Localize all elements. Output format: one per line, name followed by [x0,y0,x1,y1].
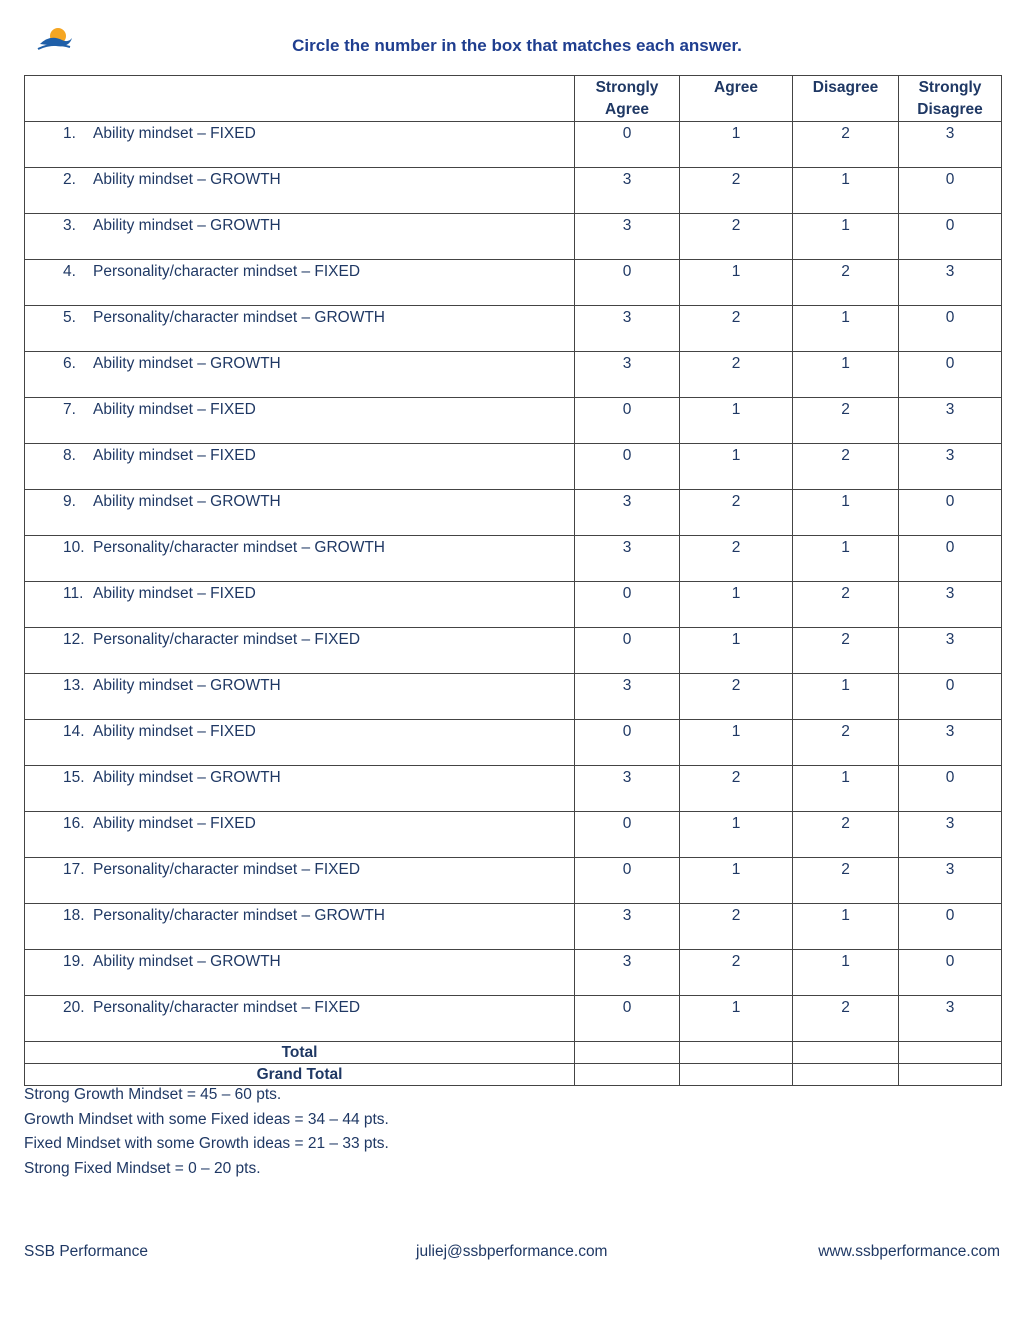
table-row [25,536,1002,582]
statement-cell [25,628,575,674]
footer-company: SSB Performance [24,1243,149,1260]
score-disagree[interactable]: 2 [793,444,899,490]
footer-email[interactable]: juliej@ssbperformance.com [416,1243,608,1260]
statement-number: 5. [63,309,76,326]
table-row [25,904,1002,950]
table-row [25,582,1002,628]
score-agree[interactable]: 1 [680,720,793,766]
table-row [25,996,1002,1042]
statement-cell [25,168,575,214]
statement-label: Ability mindset – FIXED [93,447,256,464]
statement-label: Personality/character mindset – FIXED [93,263,361,280]
score-disagree[interactable]: 2 [793,858,899,904]
score-strongly-agree[interactable]: 0 [575,260,680,306]
score-disagree[interactable]: 1 [793,950,899,996]
score-disagree[interactable]: 1 [793,536,899,582]
score-strongly-agree[interactable]: 3 [575,352,680,398]
statement-number: 15. [63,769,85,786]
score-strongly-agree[interactable]: 0 [575,444,680,490]
statement-label: Ability mindset – GROWTH [93,217,281,234]
score-agree[interactable]: 2 [680,766,793,812]
score-strongly-agree[interactable]: 3 [575,490,680,536]
statement-cell [25,858,575,904]
score-strongly-disagree[interactable]: 0 [899,904,1002,950]
table-row [25,674,1002,720]
legend-growth-some-fixed: Growth Mindset with some Fixed ideas = 34 – 44 pts. [24,1110,389,1128]
statement-label: Ability mindset – GROWTH [93,677,281,694]
statement-number: 1. [63,125,76,142]
score-agree[interactable]: 2 [680,904,793,950]
score-strongly-disagree[interactable]: 3 [899,398,1002,444]
table-row [25,858,1002,904]
score-agree[interactable]: 2 [680,674,793,720]
table-row [25,306,1002,352]
score-disagree[interactable]: 1 [793,168,899,214]
score-disagree[interactable]: 2 [793,122,899,168]
statement-cell [25,398,575,444]
statement-number: 13. [63,677,85,694]
statement-cell [25,674,575,720]
score-strongly-disagree[interactable]: 3 [899,858,1002,904]
legend-strong-fixed: Strong Fixed Mindset = 0 – 20 pts. [24,1159,261,1177]
legend-fixed-some-growth: Fixed Mindset with some Growth ideas = 21 – 33 pts. [24,1135,389,1152]
score-disagree[interactable]: 1 [793,904,899,950]
table-row [25,950,1002,996]
total-cell-agree[interactable] [680,1042,793,1064]
statement-label: Ability mindset – GROWTH [93,953,281,970]
score-strongly-agree[interactable]: 3 [575,214,680,260]
score-agree[interactable]: 2 [680,306,793,352]
score-strongly-disagree[interactable]: 0 [899,674,1002,720]
grand-total-cell-agree[interactable] [680,1064,793,1086]
score-strongly-agree[interactable]: 0 [575,398,680,444]
score-agree[interactable]: 2 [680,950,793,996]
header-blank [25,76,575,122]
statement-number: 11. [63,585,84,602]
statement-label: Ability mindset – GROWTH [93,493,281,510]
score-agree[interactable]: 1 [680,858,793,904]
score-strongly-disagree[interactable]: 0 [899,536,1002,582]
statement-label: Personality/character mindset – GROWTH [93,539,386,556]
statement-label: Ability mindset – FIXED [93,815,256,832]
score-disagree[interactable]: 1 [793,214,899,260]
score-strongly-agree[interactable]: 3 [575,306,680,352]
statement-cell [25,812,575,858]
score-disagree[interactable]: 2 [793,996,899,1042]
score-agree[interactable]: 1 [680,628,793,674]
score-strongly-agree[interactable]: 3 [575,674,680,720]
score-strongly-disagree[interactable]: 0 [899,214,1002,260]
statement-label: Personality/character mindset – GROWTH [93,309,386,326]
score-strongly-disagree[interactable]: 0 [899,490,1002,536]
statement-label: Personality/character mindset – FIXED [93,631,361,648]
score-strongly-disagree[interactable]: 0 [899,950,1002,996]
statement-cell [25,582,575,628]
table-row [25,122,1002,168]
total-cell-strongly-disagree[interactable] [899,1042,1002,1064]
statement-number: 2. [63,171,76,188]
score-agree[interactable]: 1 [680,260,793,306]
table-row [25,812,1002,858]
total-cell-strongly-agree[interactable] [575,1042,680,1064]
score-strongly-agree[interactable]: 3 [575,950,680,996]
score-disagree[interactable]: 1 [793,352,899,398]
score-strongly-disagree[interactable]: 3 [899,444,1002,490]
statement-number: 7. [63,401,76,418]
grand-total-cell-strongly-disagree[interactable] [899,1064,1002,1086]
statement-cell [25,904,575,950]
statement-number: 16. [63,815,85,832]
table-row [25,766,1002,812]
score-strongly-disagree[interactable]: 3 [899,628,1002,674]
statement-number: 9. [63,493,76,510]
score-agree[interactable]: 1 [680,996,793,1042]
table-row [25,444,1002,490]
col-header-strongly-agree: Strongly Agree [575,76,680,122]
score-disagree[interactable]: 2 [793,628,899,674]
scoring-legend [24,1083,389,1181]
score-strongly-agree[interactable]: 0 [575,582,680,628]
table-row [25,260,1002,306]
score-agree[interactable]: 1 [680,398,793,444]
score-disagree[interactable]: 2 [793,582,899,628]
table-header-row [25,76,1002,122]
table-row [25,720,1002,766]
total-label: Total [25,1042,575,1064]
statement-number: 8. [63,447,76,464]
col-header-disagree: Disagree [793,76,899,122]
statement-label: Ability mindset – GROWTH [93,171,281,188]
score-agree[interactable]: 2 [680,490,793,536]
statement-label: Ability mindset – FIXED [93,585,256,602]
score-strongly-disagree[interactable]: 0 [899,168,1002,214]
score-strongly-agree[interactable]: 3 [575,766,680,812]
statement-cell [25,766,575,812]
grand-total-label: Grand Total [25,1064,575,1086]
grand-total-cell-disagree[interactable] [793,1064,899,1086]
statement-label: Ability mindset – GROWTH [93,355,281,372]
statement-cell [25,444,575,490]
statement-label: Personality/character mindset – FIXED [93,999,361,1016]
score-strongly-agree[interactable]: 0 [575,720,680,766]
score-agree[interactable]: 2 [680,352,793,398]
score-strongly-disagree[interactable]: 3 [899,720,1002,766]
score-strongly-disagree[interactable]: 3 [899,812,1002,858]
score-disagree[interactable]: 2 [793,812,899,858]
score-strongly-disagree[interactable]: 3 [899,996,1002,1042]
col-header-strongly-disagree: Strongly Disagree [899,76,1002,122]
statement-cell [25,214,575,260]
statement-number: 12. [63,631,85,648]
table-row [25,214,1002,260]
score-strongly-disagree[interactable]: 3 [899,582,1002,628]
score-disagree[interactable]: 2 [793,398,899,444]
statement-cell [25,490,575,536]
score-strongly-agree[interactable]: 0 [575,122,680,168]
score-disagree[interactable]: 1 [793,490,899,536]
score-agree[interactable]: 2 [680,536,793,582]
statement-number: 4. [63,263,76,280]
statement-number: 19. [63,953,85,970]
statement-cell [25,950,575,996]
col-header-agree: Agree [680,76,793,122]
statement-cell [25,996,575,1042]
score-disagree[interactable]: 1 [793,674,899,720]
table-row [25,490,1002,536]
score-disagree[interactable]: 2 [793,260,899,306]
score-strongly-agree[interactable]: 0 [575,996,680,1042]
score-strongly-agree[interactable]: 3 [575,904,680,950]
score-agree[interactable]: 1 [680,582,793,628]
score-strongly-agree[interactable]: 0 [575,858,680,904]
score-agree[interactable]: 1 [680,122,793,168]
statement-cell [25,260,575,306]
statement-number: 6. [63,355,76,372]
score-agree[interactable]: 2 [680,168,793,214]
table-body [25,122,1002,1042]
score-strongly-agree[interactable]: 3 [575,536,680,582]
statement-label: Ability mindset – FIXED [93,125,256,142]
footer-website[interactable]: www.ssbperformance.com [818,1243,1000,1260]
statement-label: Personality/character mindset – GROWTH [93,907,386,924]
score-disagree[interactable]: 1 [793,306,899,352]
grand-total-cell-strongly-agree[interactable] [575,1064,680,1086]
statement-cell [25,306,575,352]
score-strongly-disagree[interactable]: 0 [899,306,1002,352]
statement-number: 20. [63,999,85,1016]
score-strongly-disagree[interactable]: 0 [899,766,1002,812]
scoring-table [24,75,1002,1086]
statement-number: 14. [63,723,85,740]
score-disagree[interactable]: 1 [793,766,899,812]
table-row [25,168,1002,214]
score-strongly-disagree[interactable]: 3 [899,122,1002,168]
score-strongly-disagree[interactable]: 3 [899,260,1002,306]
statement-cell [25,720,575,766]
statement-label: Ability mindset – FIXED [93,723,256,740]
score-agree[interactable]: 2 [680,214,793,260]
legend-strong-growth: Strong Growth Mindset = 45 – 60 pts. [24,1086,282,1103]
statement-number: 18. [63,907,85,924]
statement-number: 17. [63,861,85,878]
statement-number: 3. [63,217,76,234]
statement-number: 10. [63,539,85,556]
table-row [25,352,1002,398]
score-disagree[interactable]: 2 [793,720,899,766]
statement-cell [25,122,575,168]
statement-label: Ability mindset – FIXED [93,401,256,418]
score-strongly-agree[interactable]: 3 [575,168,680,214]
statement-cell [25,352,575,398]
score-strongly-disagree[interactable]: 0 [899,352,1002,398]
total-cell-disagree[interactable] [793,1042,899,1064]
page-title: Circle the number in the box that matches each answer. [292,36,742,55]
table-row [25,398,1002,444]
score-agree[interactable]: 1 [680,812,793,858]
table-row [25,628,1002,674]
score-strongly-agree[interactable]: 0 [575,628,680,674]
statement-label: Ability mindset – GROWTH [93,769,281,786]
score-strongly-agree[interactable]: 0 [575,812,680,858]
statement-label: Personality/character mindset – FIXED [93,861,361,878]
statement-cell [25,536,575,582]
total-row [25,1042,1002,1064]
score-agree[interactable]: 1 [680,444,793,490]
